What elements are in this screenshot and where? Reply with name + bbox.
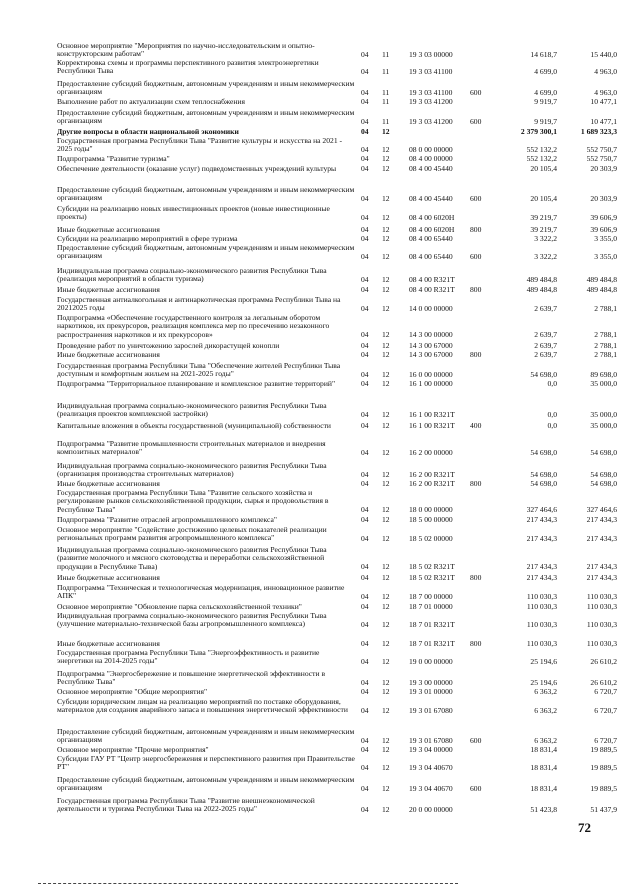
section-code: 04: [361, 421, 369, 430]
amount-year-2: 552 750,7: [586, 154, 617, 163]
expense-type-code: 800: [470, 573, 482, 582]
section-code: 04: [361, 212, 369, 222]
subsection-code: 12: [382, 251, 390, 261]
amount-year-1: 51 423,8: [530, 804, 557, 814]
amount-year-1: 552 132,2: [526, 154, 557, 163]
subsection-code: 12: [382, 619, 390, 629]
amount-year-1: 0,0: [547, 379, 557, 388]
amount-year-2: 19 889,5: [590, 783, 617, 793]
row-name: Основное мероприятие "Общие мероприятия": [57, 687, 208, 696]
subsection-code: 12: [382, 369, 390, 379]
section-code: 04: [361, 687, 369, 696]
amount-year-1: 2 379 300,1: [520, 127, 557, 136]
target-article-code: 18 7 01 00000: [409, 602, 453, 611]
section-code: 04: [361, 602, 369, 611]
section-code: 04: [361, 561, 369, 571]
subsection-code: 12: [382, 677, 390, 687]
target-article-code: 16 1 00 R321Т: [409, 409, 455, 419]
row-name: Индивидуальная программа социально-экономического развития Республики Тыва (реализация мероприятий в области туризма): [57, 266, 327, 284]
target-article-code: 14 0 00 00000: [409, 303, 453, 313]
expense-type-code: 800: [470, 350, 482, 359]
amount-year-1: 3 322,2: [534, 251, 557, 261]
amount-year-1: 18 831,4: [530, 783, 557, 793]
amount-year-1: 217 434,3: [526, 573, 557, 582]
section-code: 04: [361, 49, 369, 59]
expense-type-code: 400: [470, 421, 482, 430]
target-article-code: 20 0 00 00000: [409, 804, 453, 814]
target-article-code: 16 1 00 00000: [409, 379, 453, 388]
subsection-code: 12: [382, 154, 390, 163]
amount-year-2: 3 355,0: [594, 234, 617, 243]
subsection-code: 12: [382, 656, 390, 666]
section-code: 04: [361, 656, 369, 666]
expense-type-code: 600: [470, 735, 482, 745]
section-code: 04: [361, 303, 369, 313]
target-article-code: 16 2 00 00000: [409, 447, 453, 457]
amount-year-2: 3 355,0: [594, 251, 617, 261]
amount-year-2: 10 477,1: [590, 116, 617, 126]
amount-year-2: 35 000,0: [590, 379, 617, 388]
amount-year-1: 39 219,7: [530, 225, 557, 234]
target-article-code: 19 3 04 00000: [409, 745, 453, 754]
amount-year-2: 552 750,7: [586, 144, 617, 154]
subsection-code: 12: [382, 193, 390, 203]
target-article-code: 08 4 00 R321Т: [409, 285, 455, 294]
section-code: 04: [361, 447, 369, 457]
amount-year-1: 6 363,2: [534, 705, 557, 715]
row-name: Корректировка схемы и программы перспективного развития электроэнергетики Республики Тыва: [57, 58, 319, 76]
row-name: Подпрограмма "Развитие промышленности строительных материалов и внедрения композитных материалов": [57, 439, 326, 457]
amount-year-1: 54 698,0: [530, 369, 557, 379]
target-article-code: 19 3 03 41100: [409, 87, 453, 97]
amount-year-1: 39 219,7: [530, 212, 557, 222]
section-code: 04: [361, 341, 369, 350]
subsection-code: 12: [382, 379, 390, 388]
row-name: Проведение работ по уничтожению зарослей дикорастущей конопли: [57, 341, 280, 350]
subsection-code: 12: [382, 409, 390, 419]
target-article-code: 08 4 00 65440: [409, 251, 453, 261]
amount-year-2: 89 698,0: [590, 369, 617, 379]
target-article-code: 19 3 04 40670: [409, 783, 453, 793]
amount-year-1: 489 484,8: [526, 285, 557, 294]
subsection-code: 11: [382, 87, 390, 97]
expense-type-code: 800: [470, 639, 482, 648]
amount-year-2: 54 698,0: [590, 447, 617, 457]
amount-year-1: 3 322,2: [534, 234, 557, 243]
target-article-code: 19 3 01 00000: [409, 687, 453, 696]
target-article-code: 08 0 00 00000: [409, 144, 453, 154]
target-article-code: 19 3 00 00000: [409, 677, 453, 687]
amount-year-1: 327 464,6: [526, 504, 557, 514]
amount-year-2: 110 030,3: [586, 619, 617, 629]
amount-year-2: 2 788,1: [594, 329, 617, 339]
row-name: Подпрограмма "Техническая и технологическая модернизация, инновационное развитие АПК": [57, 583, 345, 601]
row-name: Иные бюджетные ассигнования: [57, 573, 160, 582]
amount-year-2: 26 610,2: [590, 677, 617, 687]
section-code: 04: [361, 479, 369, 488]
section-code: 04: [361, 193, 369, 203]
subsection-code: 12: [382, 504, 390, 514]
amount-year-1: 54 698,0: [530, 479, 557, 488]
row-name: Субсидии ГАУ РТ "Центр энергосбережения и перспективного развития при Правительстве РТ": [57, 754, 355, 772]
row-name: Обеспечение деятельности (оказание услуг) подведомственных учреждений культуры: [57, 164, 337, 173]
section-code: 04: [361, 127, 369, 136]
amount-year-1: 20 105,4: [530, 164, 557, 173]
amount-year-1: 54 698,0: [530, 447, 557, 457]
amount-year-2: 110 030,3: [586, 639, 617, 648]
target-article-code: 18 7 00 00000: [409, 591, 453, 601]
section-code: 04: [361, 329, 369, 339]
expense-type-code: 600: [470, 116, 482, 126]
amount-year-1: 0,0: [547, 409, 557, 419]
amount-year-2: 20 303,9: [590, 164, 617, 173]
section-code: 04: [361, 234, 369, 243]
section-code: 04: [361, 251, 369, 261]
row-name: Государственная антиалкогольная и антинаркотическая программа Республики Тыва на 20212025 годы: [57, 295, 341, 313]
row-name: Государственная программа Республики Тыва "Развитие внешнеэкономической деятельности и туризма Республики Тыва на 2022-2025 годы": [57, 796, 315, 814]
section-code: 04: [361, 369, 369, 379]
row-name: Индивидуальная программа социально-экономического развития Республики Тыва (развитие молочного и мясного скотоводства и переработки сельскохозяйственной продукции в Республике Тыва): [57, 545, 327, 571]
row-name: Иные бюджетные ассигнования: [57, 350, 160, 359]
subsection-code: 12: [382, 602, 390, 611]
section-code: 04: [361, 677, 369, 687]
expense-type-code: 600: [470, 251, 482, 261]
target-article-code: 08 4 00 6020Н: [409, 225, 455, 234]
amount-year-2: 2 788,1: [594, 350, 617, 359]
row-name: Индивидуальная программа социально-экономического развития Республики Тыва (реализация проектов комплексной застройки): [57, 401, 327, 419]
amount-year-1: 54 698,0: [530, 469, 557, 479]
section-code: 04: [361, 705, 369, 715]
amount-year-1: 2 639,7: [534, 341, 557, 350]
subsection-code: 12: [382, 447, 390, 457]
row-name: Иные бюджетные ассигнования: [57, 285, 160, 294]
subsection-code: 12: [382, 804, 390, 814]
amount-year-1: 2 639,7: [534, 329, 557, 339]
section-code: 04: [361, 515, 369, 524]
amount-year-1: 6 363,2: [534, 735, 557, 745]
amount-year-2: 15 440,0: [590, 49, 617, 59]
row-name: Иные бюджетные ассигнования: [57, 479, 160, 488]
target-article-code: 16 1 00 R321Т: [409, 421, 455, 430]
target-article-code: 14 3 00 00000: [409, 329, 453, 339]
subsection-code: 12: [382, 285, 390, 294]
target-article-code: 19 3 03 00000: [409, 49, 453, 59]
target-article-code: 19 0 00 00000: [409, 656, 453, 666]
expense-type-code: 800: [470, 479, 482, 488]
subsection-code: 12: [382, 745, 390, 754]
amount-year-2: 19 889,5: [590, 762, 617, 772]
amount-year-1: 4 699,0: [534, 66, 557, 76]
subsection-code: 12: [382, 687, 390, 696]
section-code: 04: [361, 639, 369, 648]
amount-year-1: 18 831,4: [530, 745, 557, 754]
target-article-code: 18 7 01 R321Т: [409, 619, 455, 629]
target-article-code: 18 5 02 R321Т: [409, 573, 455, 582]
section-code: 04: [361, 164, 369, 173]
subsection-code: 12: [382, 515, 390, 524]
amount-year-1: 9 919,7: [534, 116, 557, 126]
amount-year-2: 19 889,5: [590, 745, 617, 754]
target-article-code: 19 3 03 41200: [409, 97, 453, 106]
amount-year-1: 2 639,7: [534, 303, 557, 313]
section-code: 04: [361, 144, 369, 154]
amount-year-1: 110 030,3: [526, 602, 557, 611]
subsection-code: 12: [382, 212, 390, 222]
target-article-code: 18 5 00 00000: [409, 515, 453, 524]
subsection-code: 12: [382, 329, 390, 339]
amount-year-2: 35 000,0: [590, 421, 617, 430]
row-name: Подпрограмма "Энергосбережение и повышение энергетической эффективности в Республике Тыва": [57, 669, 326, 687]
amount-year-2: 4 963,0: [594, 87, 617, 97]
section-code: 04: [361, 804, 369, 814]
row-name: Подпрограмма "Развитие туризма": [57, 154, 170, 163]
row-name: Индивидуальная программа социально-экономического развития Республики Тыва (улучшение материально-технической базы агропромышленного комплекса): [57, 611, 327, 629]
target-article-code: 14 3 00 67000: [409, 350, 453, 359]
section-code: 04: [361, 619, 369, 629]
section-code: 04: [361, 225, 369, 234]
amount-year-2: 39 606,9: [590, 212, 617, 222]
amount-year-2: 217 434,3: [586, 533, 617, 543]
target-article-code: 16 2 00 R321Т: [409, 469, 455, 479]
section-code: 04: [361, 379, 369, 388]
amount-year-2: 489 484,8: [586, 274, 617, 284]
target-article-code: 08 4 00 00000: [409, 154, 453, 163]
amount-year-1: 2 639,7: [534, 350, 557, 359]
row-name: Иные бюджетные ассигнования: [57, 225, 160, 234]
target-article-code: 18 0 00 00000: [409, 504, 453, 514]
row-name: Основное мероприятие "Содействие достижению целевых показателей реализации региональных программ развития агропромышленного комплекса": [57, 525, 327, 543]
amount-year-2: 54 698,0: [590, 469, 617, 479]
row-name: Предоставление субсидий бюджетным, автономным учреждениям и иным некоммерческим организациям: [57, 108, 355, 126]
target-article-code: 19 3 01 67080: [409, 705, 453, 715]
expense-type-code: 600: [470, 87, 482, 97]
target-article-code: 14 3 00 67000: [409, 341, 453, 350]
subsection-code: 12: [382, 341, 390, 350]
amount-year-2: 2 788,1: [594, 341, 617, 350]
target-article-code: 18 5 02 00000: [409, 533, 453, 543]
target-article-code: 08 4 00 45440: [409, 164, 453, 173]
amount-year-2: 10 477,1: [590, 97, 617, 106]
row-name: Иные бюджетные ассигнования: [57, 639, 160, 648]
row-name: Предоставление субсидий бюджетным, автономным учреждениям и иным некоммерческим организациям: [57, 727, 355, 745]
row-name: Субсидии на реализацию мероприятий в сфере туризма: [57, 234, 238, 243]
amount-year-1: 25 194,6: [530, 656, 557, 666]
row-name: Предоставление субсидий бюджетным, автономным учреждениям и иным некоммерческим организациям: [57, 79, 355, 97]
section-code: 04: [361, 87, 369, 97]
section-code: 04: [361, 762, 369, 772]
row-name: Государственная программа Республики Тыва "Развитие сельского хозяйства и регулирование рынков сельскохозяйственной продукции, сырья и продовольствия в Республике Тыва": [57, 488, 329, 514]
target-article-code: 08 4 00 6020Н: [409, 212, 455, 222]
section-code: 04: [361, 409, 369, 419]
page-number: 72: [578, 820, 591, 835]
subsection-code: 12: [382, 303, 390, 313]
row-name: Государственная программа Республики Тыва "Развитие культуры и искусства на 2021 - 2025 годы": [57, 136, 343, 154]
row-name: Подпрограмма "Территориальное планирование и комплексное развитие территорий": [57, 379, 336, 388]
amount-year-1: 20 105,4: [530, 193, 557, 203]
row-name: Основное мероприятие "Обновление парка сельскохозяйственной техники": [57, 602, 302, 611]
row-name: Субсидии юридическим лицам на реализацию мероприятий по поставке оборудования, материалов для создания аварийного запаса и повышения энергетической эффективности: [57, 697, 348, 715]
section-code: 04: [361, 504, 369, 514]
section-code: 04: [361, 285, 369, 294]
amount-year-2: 54 698,0: [590, 479, 617, 488]
row-name: Государственная программа Республики Тыва "Энергоэффективность и развитие энергетики на 2014-2025 годы": [57, 648, 320, 666]
amount-year-2: 327 464,6: [586, 504, 617, 514]
section-code: 04: [361, 533, 369, 543]
amount-year-1: 217 434,3: [526, 561, 557, 571]
amount-year-2: 489 484,8: [586, 285, 617, 294]
section-code: 04: [361, 97, 369, 106]
subsection-code: 12: [382, 639, 390, 648]
expense-type-code: 600: [470, 783, 482, 793]
target-article-code: 18 5 02 R321Т: [409, 561, 455, 571]
amount-year-1: 9 919,7: [534, 97, 557, 106]
row-name: Индивидуальная программа социально-экономического развития Республики Тыва (организация производства строительных материалов): [57, 461, 327, 479]
amount-year-1: 14 618,7: [530, 49, 557, 59]
amount-year-2: 217 434,3: [586, 573, 617, 582]
subsection-code: 11: [382, 116, 390, 126]
row-name: Другие вопросы в области национальной экономики: [57, 127, 239, 136]
amount-year-2: 6 720,7: [594, 705, 617, 715]
section-code: 04: [361, 154, 369, 163]
amount-year-1: 110 030,3: [526, 619, 557, 629]
amount-year-2: 217 434,3: [586, 561, 617, 571]
subsection-code: 12: [382, 705, 390, 715]
section-code: 04: [361, 591, 369, 601]
subsection-code: 11: [382, 97, 390, 106]
section-code: 04: [361, 350, 369, 359]
row-name: Подпрограмма "Развитие отраслей агропромышленного комплекса": [57, 515, 277, 524]
subsection-code: 12: [382, 127, 390, 136]
subsection-code: 12: [382, 164, 390, 173]
target-article-code: 08 4 00 65440: [409, 234, 453, 243]
subsection-code: 12: [382, 762, 390, 772]
target-article-code: 16 0 00 00000: [409, 369, 453, 379]
amount-year-2: 51 437,9: [590, 804, 617, 814]
target-article-code: 16 2 00 R321Т: [409, 479, 455, 488]
amount-year-1: 110 030,3: [526, 591, 557, 601]
amount-year-2: 35 000,0: [590, 409, 617, 419]
amount-year-1: 0,0: [547, 421, 557, 430]
target-article-code: 19 3 01 67080: [409, 735, 453, 745]
target-article-code: 19 3 04 40670: [409, 762, 453, 772]
row-name: Государственная программа Республики Тыва "Обеспечение жителей Республики Тыва доступным и комфортным жильем на 2021-2025 годы": [57, 361, 341, 379]
amount-year-2: 20 303,9: [590, 193, 617, 203]
subsection-code: 12: [382, 591, 390, 601]
section-code: 04: [361, 116, 369, 126]
target-article-code: 08 4 00 45440: [409, 193, 453, 203]
row-name: Основное мероприятие "Прочие мероприятия": [57, 745, 209, 754]
subsection-code: 12: [382, 469, 390, 479]
amount-year-2: 4 963,0: [594, 66, 617, 76]
section-code: 04: [361, 274, 369, 284]
section-code: 04: [361, 735, 369, 745]
section-code: 04: [361, 745, 369, 754]
amount-year-1: 25 194,6: [530, 677, 557, 687]
subsection-code: 12: [382, 561, 390, 571]
amount-year-2: 2 788,1: [594, 303, 617, 313]
row-name: Капитальные вложения в объекты государственной (муниципальной) собственности: [57, 421, 331, 430]
amount-year-2: 110 030,3: [586, 591, 617, 601]
amount-year-2: 26 610,2: [590, 656, 617, 666]
amount-year-1: 4 699,0: [534, 87, 557, 97]
expense-type-code: 800: [470, 225, 482, 234]
amount-year-2: 217 434,3: [586, 515, 617, 524]
amount-year-1: 110 030,3: [526, 639, 557, 648]
subsection-code: 12: [382, 783, 390, 793]
amount-year-1: 217 434,3: [526, 533, 557, 543]
row-name: Предоставление субсидий бюджетным, автономным учреждениям и иным некоммерческим организациям: [57, 775, 355, 793]
row-name: Подпрограмма «Обеспечение государственного контроля за легальным оборотом наркотиков, их прекурсоров, реализация комплекса мер по пресечению незаконного распространения наркотиков и их прекурсоров»: [57, 313, 330, 339]
subsection-code: 12: [382, 350, 390, 359]
subsection-code: 12: [382, 479, 390, 488]
section-code: 04: [361, 783, 369, 793]
amount-year-1: 18 831,4: [530, 762, 557, 772]
subsection-code: 12: [382, 735, 390, 745]
amount-year-2: 39 606,9: [590, 225, 617, 234]
section-code: 04: [361, 573, 369, 582]
target-article-code: 18 7 01 R321Т: [409, 639, 455, 648]
subsection-code: 12: [382, 274, 390, 284]
target-article-code: 08 4 00 R321Т: [409, 274, 455, 284]
amount-year-2: 1 689 323,3: [580, 127, 617, 136]
section-code: 04: [361, 469, 369, 479]
amount-year-1: 217 434,3: [526, 515, 557, 524]
target-article-code: 19 3 03 41200: [409, 116, 453, 126]
amount-year-2: 6 720,7: [594, 735, 617, 745]
amount-year-2: 110 030,3: [586, 602, 617, 611]
subsection-code: 12: [382, 144, 390, 154]
expense-type-code: 800: [470, 285, 482, 294]
subsection-code: 12: [382, 573, 390, 582]
footer-divider: [38, 883, 458, 884]
subsection-code: 12: [382, 421, 390, 430]
subsection-code: 12: [382, 225, 390, 234]
row-name: Основное мероприятие "Мероприятия по научно-исследовательским и опытно-конструкторским работам": [57, 41, 315, 59]
expense-type-code: 600: [470, 193, 482, 203]
amount-year-1: 552 132,2: [526, 144, 557, 154]
row-name: Выполнение работ по актуализации схем теплоснабжения: [57, 97, 245, 106]
amount-year-2: 6 720,7: [594, 687, 617, 696]
row-name: Субсидии на реализацию новых инвестиционных проектов (новые инвестиционные проекты): [57, 204, 330, 222]
row-name: Предоставление субсидий бюджетным, автономным учреждениям и иным некоммерческим организациям: [57, 243, 355, 261]
amount-year-1: 489 484,8: [526, 274, 557, 284]
target-article-code: 19 3 03 41100: [409, 66, 453, 76]
subsection-code: 11: [382, 49, 390, 59]
row-name: Предоставление субсидий бюджетным, автономным учреждениям и иным некоммерческим организациям: [57, 185, 355, 203]
amount-year-1: 6 363,2: [534, 687, 557, 696]
subsection-code: 11: [382, 66, 390, 76]
subsection-code: 12: [382, 234, 390, 243]
section-code: 04: [361, 66, 369, 76]
subsection-code: 12: [382, 533, 390, 543]
